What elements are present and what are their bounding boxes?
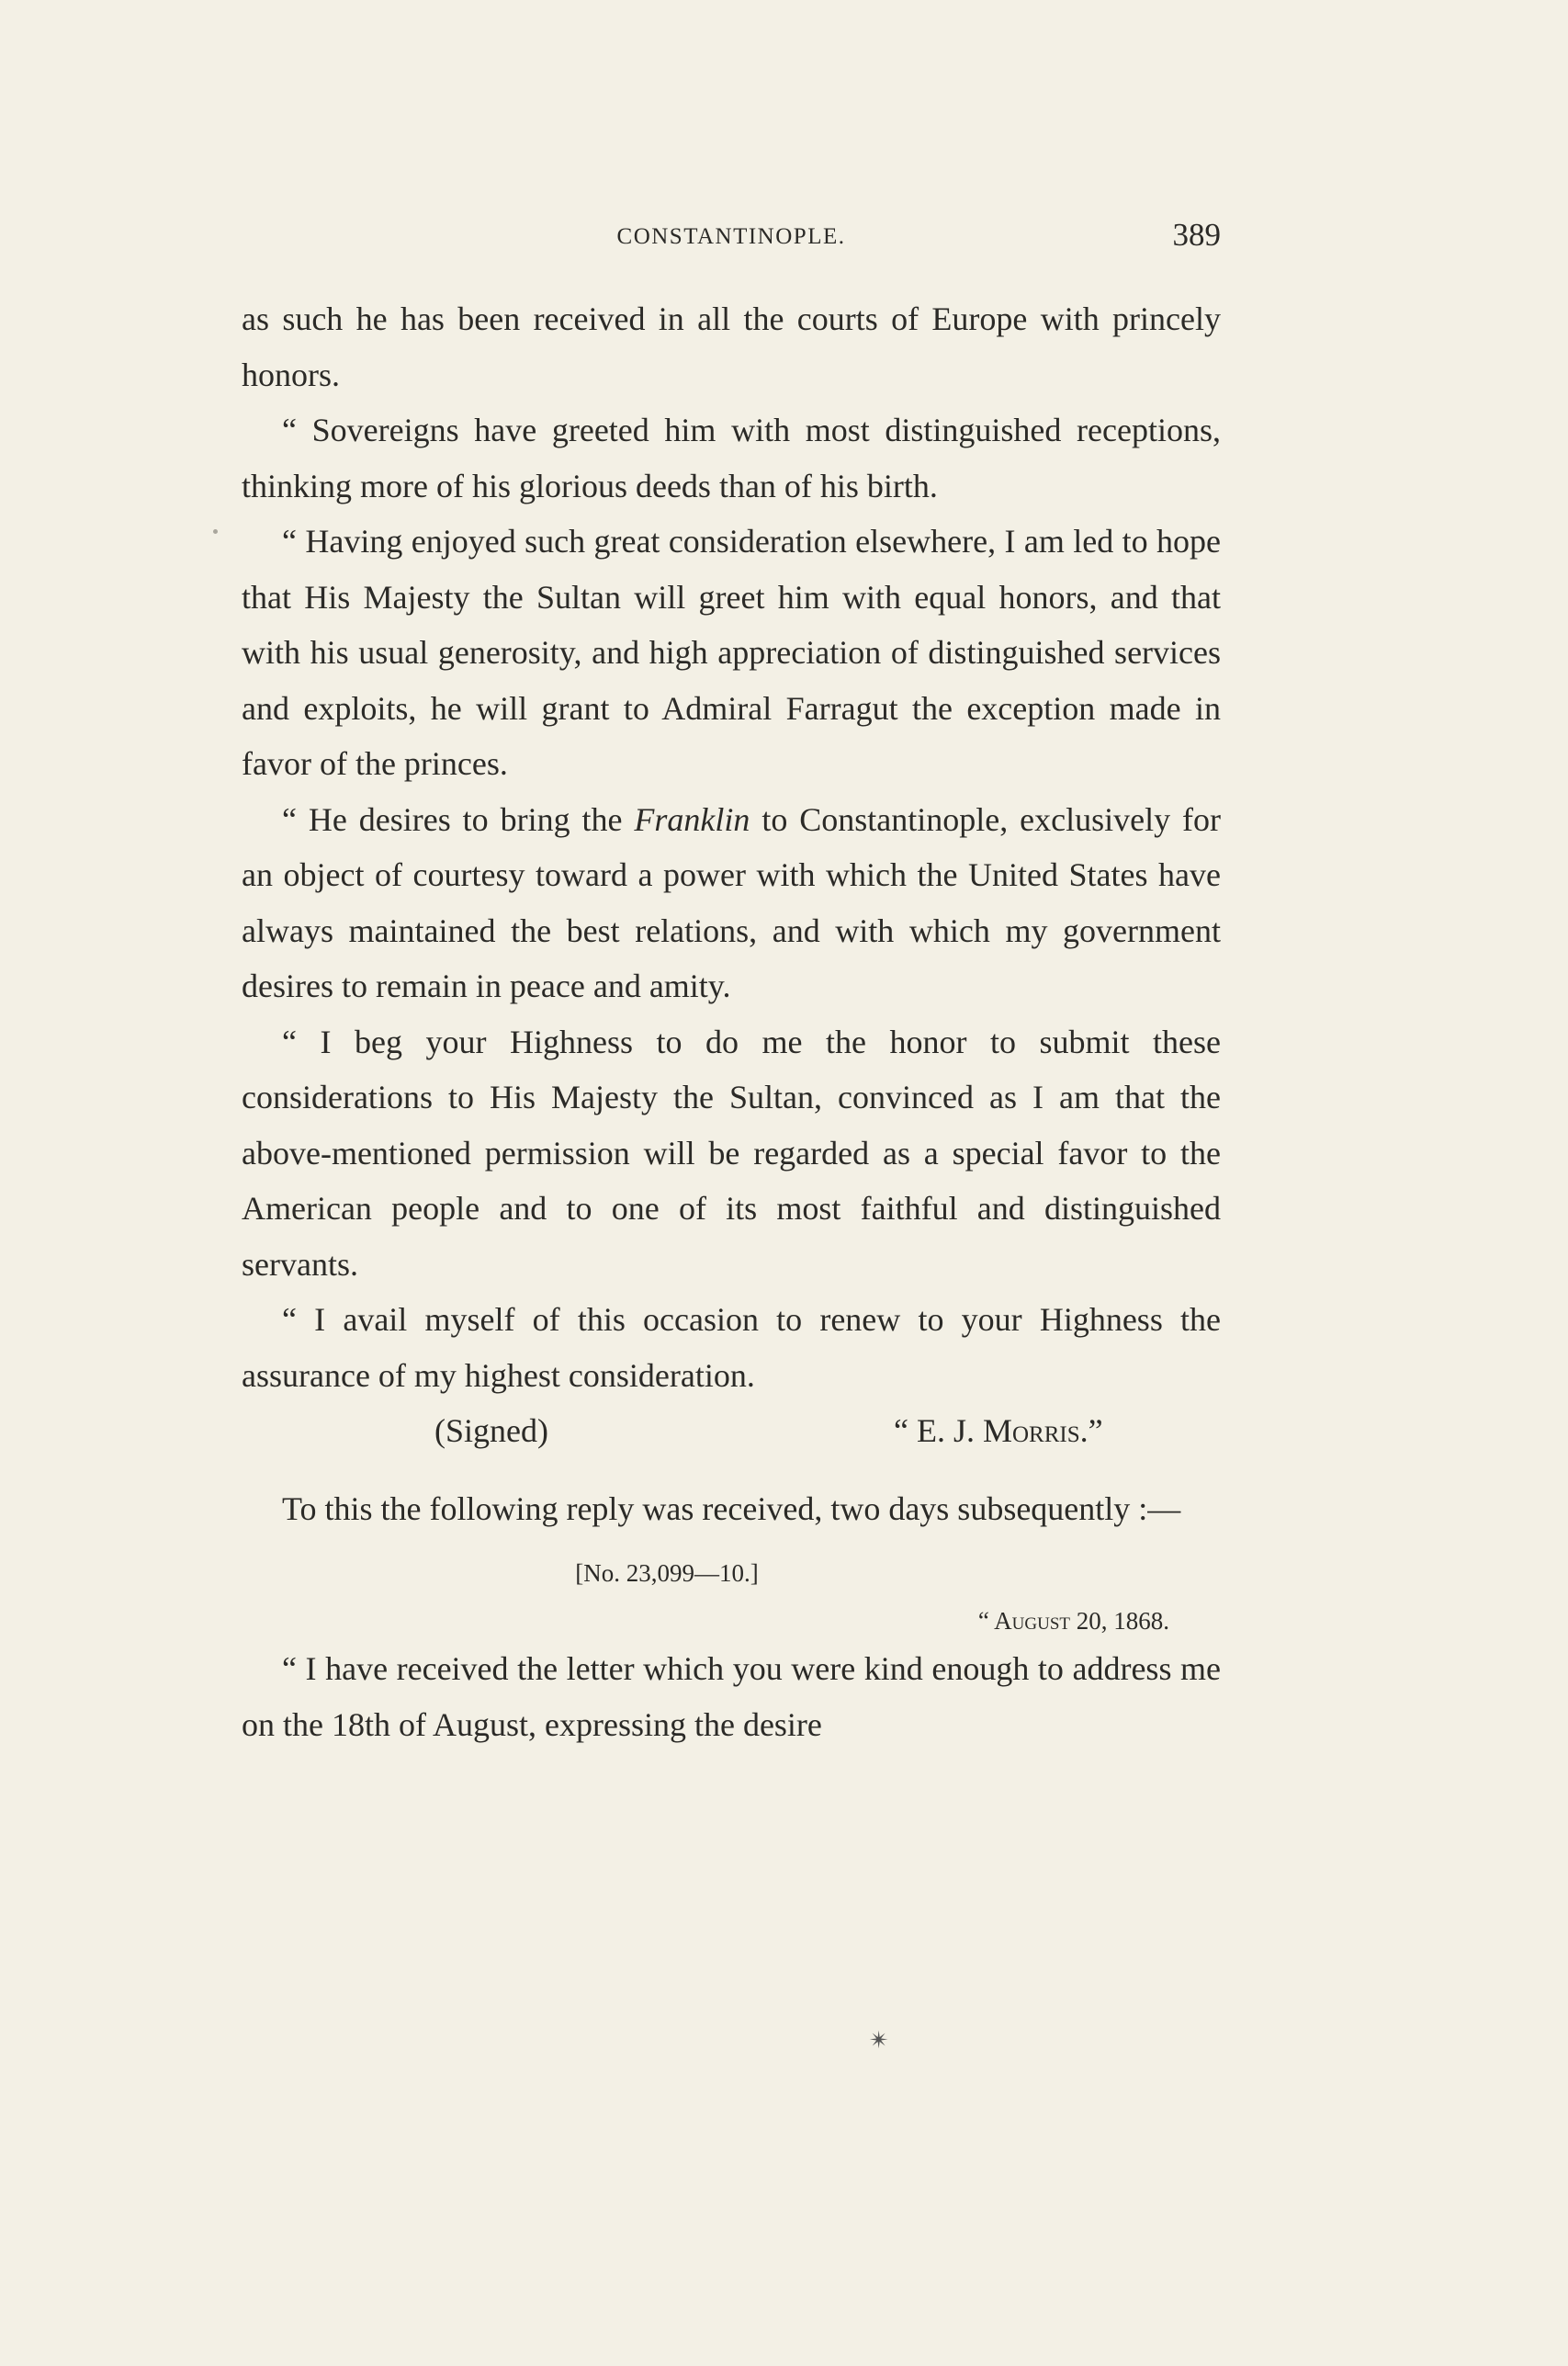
letter-date: “ August 20, 1868. [977, 1607, 1169, 1635]
signature-line [242, 1403, 1221, 1459]
ornament-icon: ✴ [869, 2027, 889, 2054]
ship-name: Franklin [634, 800, 750, 838]
paragraph-closing: “ I avail myself of this occasion to renew to your Highness the assurance of my highest consideration. [242, 1301, 1221, 1394]
margin-mark [213, 529, 218, 534]
paragraph-reply-letter: “ I have received the letter which you were kind enough to address me on the 18th of August, expressing the desire [242, 1650, 1221, 1743]
paragraph-franklin [242, 792, 1221, 1014]
signed-label: (Signed) [434, 1412, 548, 1449]
paragraph-continuation: as such he has been received in all the courts of Europe with princely honors. [242, 300, 1221, 393]
body-text [242, 291, 1221, 1752]
paragraph-request: “ I beg your Highness to do me the honor to submit these considerations to His Majesty the Sultan, convinced as I am that the above-mentioned permission will be regarded as a special favor to the American people and to one of its most faithful and distinguished servants. [242, 1023, 1221, 1283]
page-number: 389 [1172, 217, 1221, 253]
running-head [242, 217, 1221, 254]
paragraph-consideration: “ Having enjoyed such great consideration elsewhere, I am led to hope that His Majesty the Sultan will greet him with equal honors, and that with his usual generosity, and high appreciation of distinguished services and exploits, he will grant to Admiral Farragut the exception made in favor of the princes. [242, 523, 1221, 782]
paragraph-reply-intro: To this the following reply was received, two days subsequently :— [282, 1489, 1181, 1527]
franklin-text-before: “ He desires to bring the [282, 800, 635, 838]
running-title: CONSTANTINOPLE. [616, 224, 846, 249]
signatory-name: “ E. J. Morris.” [894, 1412, 1103, 1449]
paragraph-sovereigns: “ Sovereigns have greeted him with most distinguished receptions, thinking more of his glorious deeds than of his birth. [242, 412, 1221, 504]
reference-number: [No. 23,099—10.] [575, 1559, 759, 1587]
franklin-text-after: to Constantinople, exclusively for an object of courtesy toward a power with which the United States have always maintained the best relations, and with which my government desires to remain in peace and amity. [242, 800, 1221, 1004]
